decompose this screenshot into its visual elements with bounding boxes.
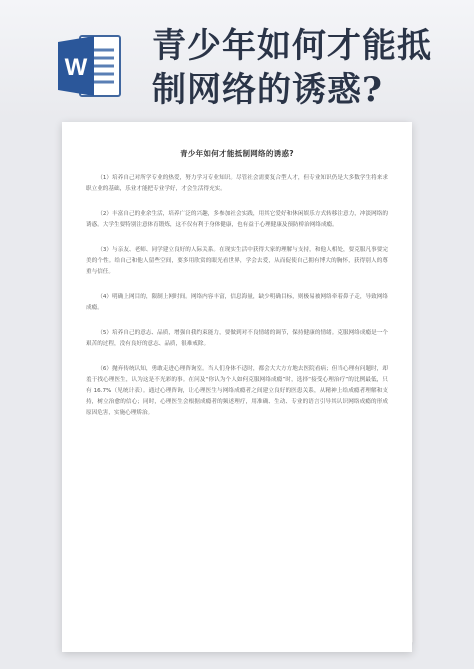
word-document-icon: [58, 32, 122, 100]
document-page: [62, 122, 412, 652]
paragraph-4: （4）明确上网目的，限制上网时间。网络内容丰富，信息海量，缺少明确目标，则极易被网络牵着鼻子走，导致网络成瘾。: [86, 294, 388, 311]
paragraph-6: （6）抛弃传统认知，勇敢走进心理咨询室。当人们身体不适时，都会大大方方地去医院看病；但当心理有问题时，却羞于找心理医生，认为这是不光彩的事。在问及“你认为个人如何克服网络成瘾”时，选择“接受心理治疗”的比例最低，只有 16.7%（见统计表）。通过心理咨询，让心理医生与网络成瘾者之间建立良好的医患关系，从精神上给成瘾者理解和支持，树立治愈的信心；同时，心理医生会根据成瘾者的频述理疗，用准确、生动、专业的语言引导其认识网络成瘾的形成原因危害，实施心理矫治。: [86, 366, 388, 416]
paragraph-2: （2）丰富自己的业余生活，培养广泛的兴趣，多参加社会实践，用其它爱好和休闲娱乐方式转移注意力，冲淡网络的诱惑。大学生要特别注意体育锻炼，这不仅有利于身体健康，也有益于心理健康及预防桥治网络成瘾。: [86, 211, 388, 228]
paragraph-5: （5）培养自己的意志、品质，增强自我约束能力，要做到对不良情绪的调节，保持健康的情绪。克服网络成瘾是一个艰苦的过程，没有良好的意志、品质，很难戒除。: [86, 330, 388, 347]
paragraph-1: （1）培养自己对所学专业的热爱，努力学习专业知识。尽管社会需要复合型人才，但专业知识仍是大多数学生将来求职立业的基础，乐业才能把专业学好，才会生活得充实。: [86, 175, 388, 192]
banner-title: 青少年如何才能抵制网络的诱惑?: [152, 26, 432, 110]
document-title: 青少年如何才能抵制网络的诱惑?: [180, 149, 294, 158]
paragraph-3: （3）与亲友、老师、同学建立良好的人际关系。在现实生活中获得大家的理解与支持，和他人相处，要克服凡事要完美的个性。给自己和他人留些空间，要多用欣赏的眼光看世界，学会去爱，从而促使自己拥有博大的胸怀，获得别人的尊重与信任。: [86, 247, 388, 275]
word-logo-letter: W: [64, 54, 88, 81]
banner: [0, 0, 474, 118]
